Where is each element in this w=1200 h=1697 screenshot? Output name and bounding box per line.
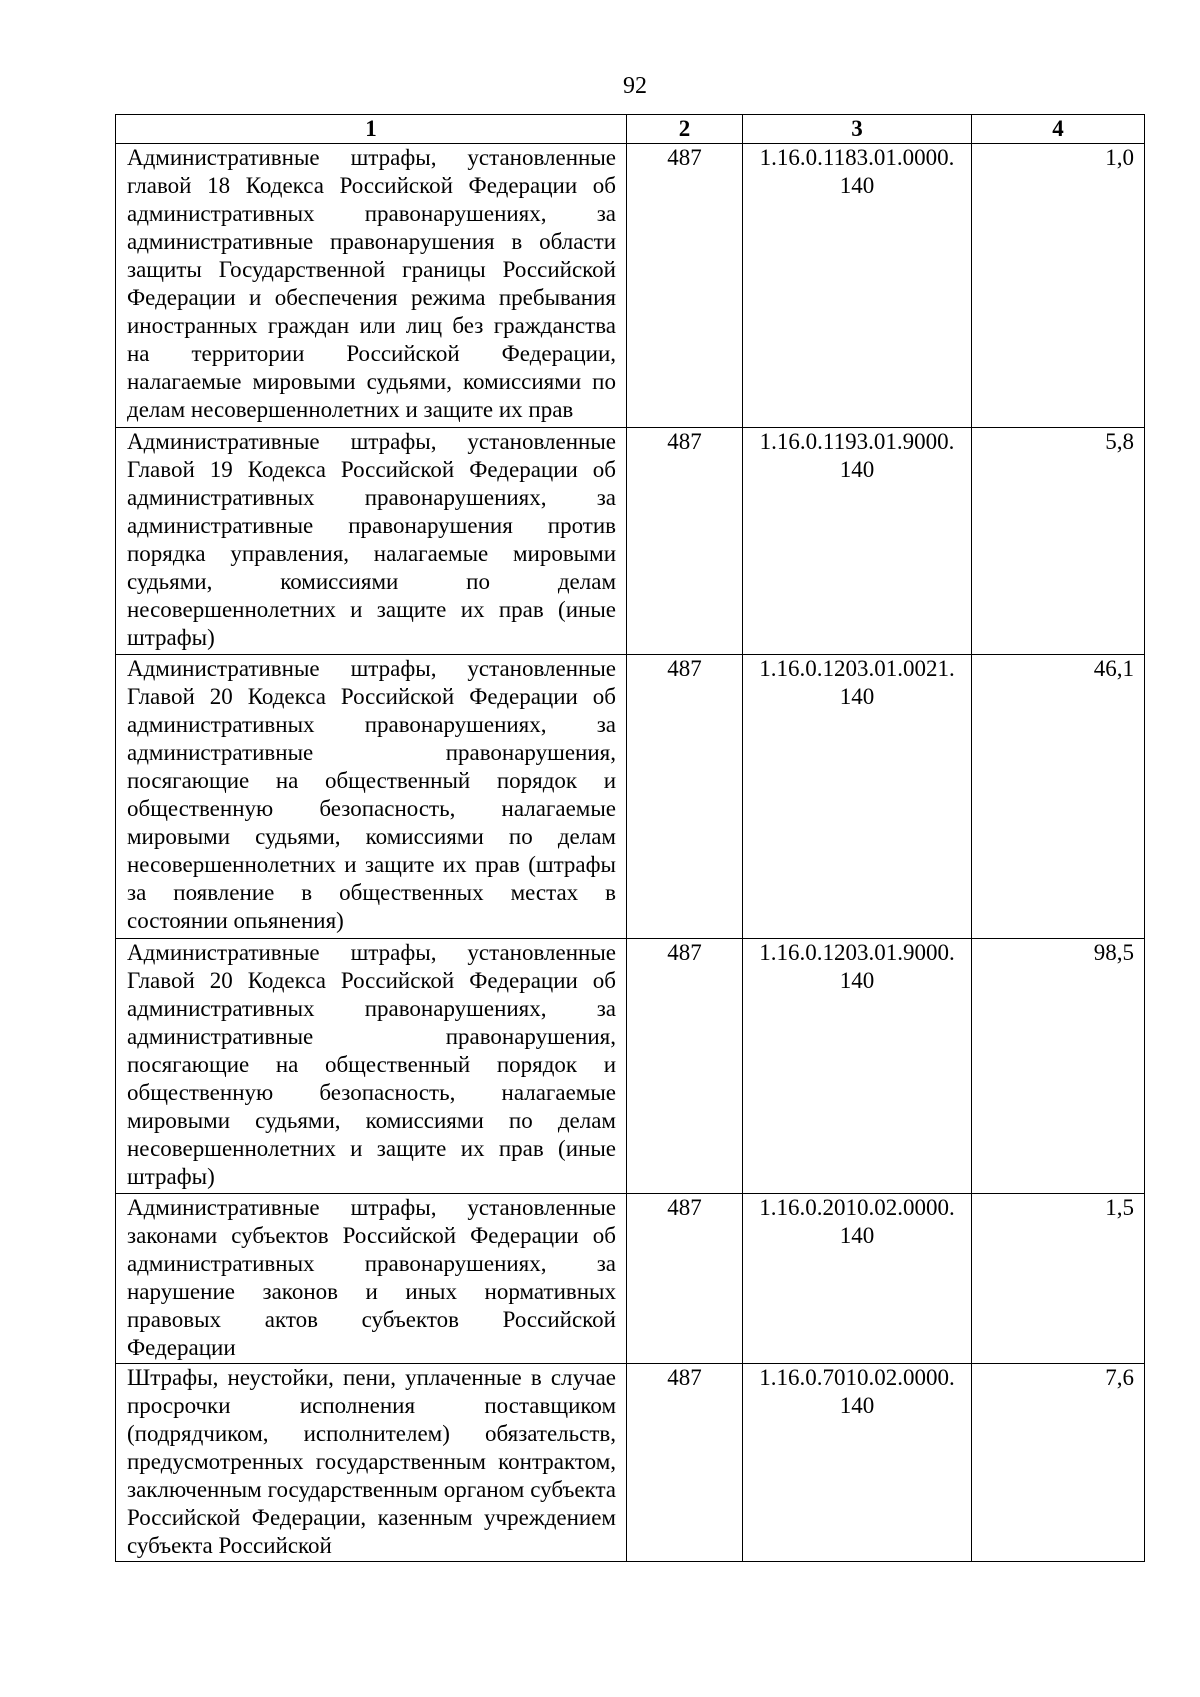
- code-line-2: 140: [839, 173, 875, 198]
- row-classification-code: [743, 428, 972, 655]
- code-line-1: 1.16.0.7010.02.0000.: [759, 1365, 955, 1390]
- code-line-2: 140: [839, 1223, 875, 1248]
- table-row: [116, 939, 1145, 1194]
- row-admin-code: 487: [627, 1364, 743, 1562]
- row-description: Административные штрафы, установленные главой 18 Кодекса Российской Федерации об административных правонарушениях, за административные правонарушения в области защиты Государственной границы Российской Федерации и обеспечения режима пребывания иностранных граждан или лиц без гражданства на территории Российской Федерации, налагаемые мировыми судьями, комиссиями по делам несовершеннолетних и защите их прав: [116, 144, 627, 428]
- header-column-3: 3: [743, 115, 972, 144]
- row-classification-code: [743, 1364, 972, 1562]
- row-classification-code: [743, 1194, 972, 1364]
- code-line-1: 1.16.0.1203.01.9000.: [759, 940, 955, 965]
- table-row: [116, 144, 1145, 428]
- table-header-row: [116, 115, 1145, 144]
- code-line-1: 1.16.0.1193.01.9000.: [759, 429, 955, 454]
- row-admin-code: 487: [627, 1194, 743, 1364]
- code-line-1: 1.16.0.1183.01.0000.: [759, 145, 955, 170]
- table-row: [116, 1194, 1145, 1364]
- row-description: Штрафы, неустойки, пени, уплаченные в случае просрочки исполнения поставщиком (подрядчиком, исполнителем) обязательств, предусмотренных государственным контрактом, заключенным государственным органом субъекта Российской Федерации, казенным учреждением субъекта Российской: [116, 1364, 627, 1562]
- row-amount: 46,1: [972, 655, 1145, 939]
- table-row: [116, 1364, 1145, 1562]
- budget-revenue-table: [115, 114, 1145, 1562]
- row-classification-code: [743, 939, 972, 1194]
- row-amount: 5,8: [972, 428, 1145, 655]
- code-line-2: 140: [839, 457, 875, 482]
- row-amount: 1,5: [972, 1194, 1145, 1364]
- table-row: [116, 428, 1145, 655]
- row-description: Административные штрафы, установленные Главой 20 Кодекса Российской Федерации об административных правонарушениях, за административные правонарушения, посягающие на общественный порядок и общественную безопасность, налагаемые мировыми судьями, комиссиями по делам несовершеннолетних и защите их прав (иные штрафы): [116, 939, 627, 1194]
- code-line-2: 140: [839, 684, 875, 709]
- code-line-2: 140: [839, 1393, 875, 1418]
- code-line-1: 1.16.0.2010.02.0000.: [759, 1195, 955, 1220]
- row-classification-code: [743, 144, 972, 428]
- row-description: Административные штрафы, установленные законами субъектов Российской Федерации об административных правонарушениях, за нарушение законов и иных нормативных правовых актов субъектов Российской Федерации: [116, 1194, 627, 1364]
- page-number: 92: [623, 73, 647, 99]
- row-admin-code: 487: [627, 144, 743, 428]
- row-amount: 1,0: [972, 144, 1145, 428]
- row-description: Административные штрафы, установленные Главой 19 Кодекса Российской Федерации об административных правонарушениях, за административные правонарушения против порядка управления, налагаемые мировыми судьями, комиссиями по делам несовершеннолетних и защите их прав (иные штрафы): [116, 428, 627, 655]
- row-amount: 98,5: [972, 939, 1145, 1194]
- row-amount: 7,6: [972, 1364, 1145, 1562]
- row-description: Административные штрафы, установленные Главой 20 Кодекса Российской Федерации об административных правонарушениях, за административные правонарушения, посягающие на общественный порядок и общественную безопасность, налагаемые мировыми судьями, комиссиями по делам несовершеннолетних и защите их прав (штрафы за появление в общественных местах в состоянии опьянения): [116, 655, 627, 939]
- row-admin-code: 487: [627, 939, 743, 1194]
- header-column-1: 1: [116, 115, 627, 144]
- code-line-1: 1.16.0.1203.01.0021.: [759, 656, 955, 681]
- header-column-2: 2: [627, 115, 743, 144]
- row-admin-code: 487: [627, 428, 743, 655]
- header-column-4: 4: [972, 115, 1145, 144]
- row-admin-code: 487: [627, 655, 743, 939]
- code-line-2: 140: [839, 968, 875, 993]
- table-row: [116, 655, 1145, 939]
- row-classification-code: [743, 655, 972, 939]
